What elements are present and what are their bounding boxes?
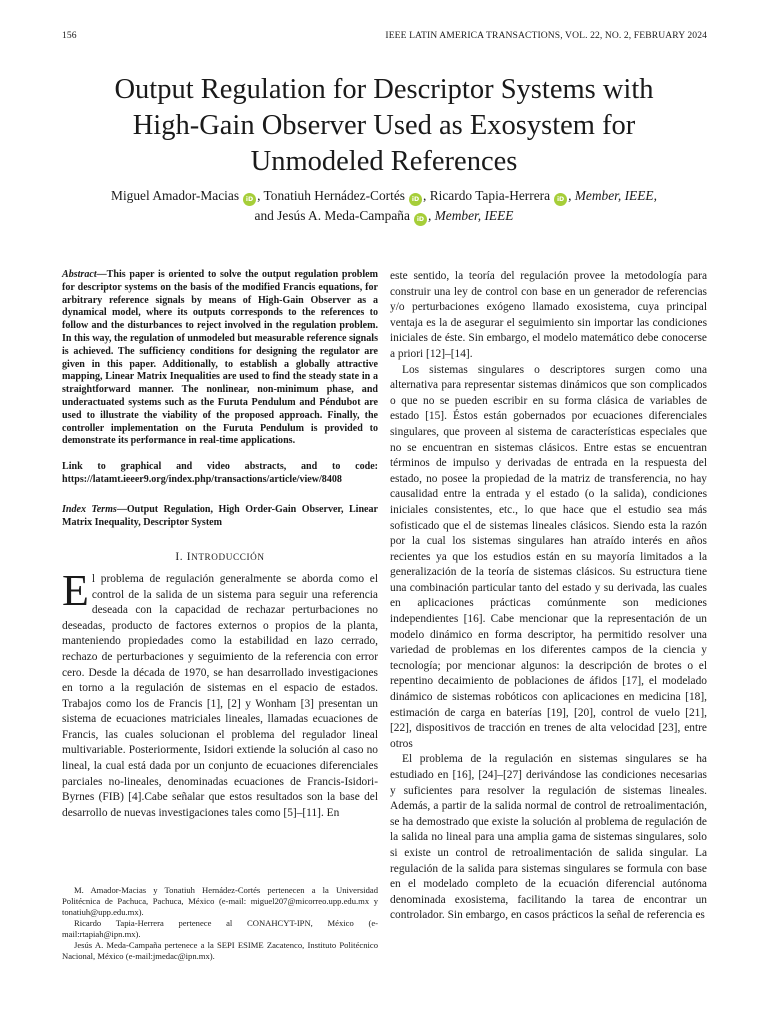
author-name: , Tonatiuh Hernádez-Cortés xyxy=(257,188,405,203)
author-name: , Ricardo Tapia-Herrera xyxy=(423,188,551,203)
section-heading xyxy=(62,550,378,566)
footnote: M. Amador-Macias y Tonatiuh Hernádez-Cortés pertenecen a la Universidad Politécnica de Pachuca, Pachuca, México (e-mail: miguel207@micorreo.upp.edu.mx y tonatiuh@upp.edu.mx). xyxy=(62,885,378,917)
author-name: and Jesús A. Meda-Campaña xyxy=(254,208,410,223)
body-paragraph: Los sistemas singulares o descriptores surgen como una alternativa para representar sistemas dinámicos que son complicados o que no se pueden escribir en su forma clásica de variables de estado [15]. Éstos están gobernados por ecuaciones diferenciales singulares, que proveen al sistema de características especiales que no se encuentran en sistemas clásicos. Entre estas se encuentran términos de impulso y derivadas de entrada en la respuesta del estado, no posee la propiedad de la matriz de transferencia, no hay causalidad entre la entrada y el estado (o la salida), condiciones iniciales consistentes, etc., lo que hace que el estudio sea más sofisticado que el de sistemas lineales clásicos. Siendo esta la razón por la cual los sistemas singulares han atraído interés en años recientes ya que los estudios están en su mayoría limitados a la generalización de la teoría de sistemas clásicos. Su estructura tiene una combinación particular tanto del estado y su derivada, las cuales en aplicaciones prácticas comúnmente son mediciones independientes [16]. Cabe mencionar que la representación de un modelo dinámico en forma descriptor, ha permitido resolver una variedad de problemas en los diferentes campos de la ciencia y tecnología; por mencionar algunos: la descripción de brotes o el repentino decaimiento de poblaciones de áfidos [17], el modelado dinámico de sistemas robóticos con aplicaciones en medicina [18], estimación de carga en baterías [19], [20], control de vuelo [21], [22], dispositivos de tracción en trenes de alta velocidad [23], entre otros xyxy=(390,363,707,750)
orcid-icon[interactable]: iD xyxy=(554,193,567,206)
page-number: 156 xyxy=(62,30,77,41)
author-line-1 xyxy=(40,186,728,206)
section-initial: I xyxy=(186,551,192,564)
intro-text: l problema de regulación generalmente se aborda como el control de la salida de un sistema para seguir una referencia deseada con la capacidad de rechazar perturbaciones no deseadas, producto de factores externos o propios de la planta, manteniendo propiedades como la estabilidad en lazo cerrado, rechazo de perturbaciones y seguimiento de la referencia con error cero. Desde la década de 1970, se han desarrollado investigaciones en torno a la regulación de sistemas en el espacio de estados. Trabajos como los de Francis [1], [2] y Wonham [3] presentan un sistema de ecuaciones matriciales lineales, llamadas ecuaciones de Francis, las cuales solucionan el problema del regulador lineal multivariable. Posteriormente, Isidori extiende la solución al caso no lineal, la cual está dada por un conjunto de ecuaciones diferenciales parciales no-lineales, denominadas ecuaciones de Francis-Isidori-Byrnes (FIB) [4].Cabe señalar que estos resultados son la base del desarrollo de nuevas investigaciones tales como [5]–[11]. En xyxy=(62,572,378,819)
title-line-2: High-Gain Observer Used as Exosystem for xyxy=(132,110,636,141)
orcid-icon[interactable]: iD xyxy=(243,193,256,206)
index-terms xyxy=(62,504,378,530)
footnote: Ricardo Tapia-Herrera pertenece al CONAHCYT-IPN, México (e-mail:rtapiah@ipn.mx). xyxy=(62,918,378,939)
author-membership: , Member, IEEE, xyxy=(568,188,657,203)
affiliation-footnotes xyxy=(62,885,378,962)
orcid-icon[interactable]: iD xyxy=(409,193,422,206)
body-paragraph: El problema de la regulación en sistemas singulares se ha estudiado en [16], [24]–[27] derivándose las condiciones necesarias y suficientes para resolver la regulación de sistemas lineales. Además, a partir de la salida normal de control de retroalimentación, se ha demostrado que existe la solución al problema de regulación de la salida no lineal para una amplia gama de sistemas singulares, solo si existe un control de retroalimentación de salida singular. La regulación de la salida para sistemas singulares se formula con base en el modelado completo de la ecuación diferencial autónoma denominada exosistema, facilitando la tarea de encontrar un controlador. Sin embargo, en casos prácticos la señal de referencia es xyxy=(390,753,707,922)
title-line-1: Output Regulation for Descriptor Systems with xyxy=(114,74,654,105)
right-column xyxy=(390,269,707,924)
section-number: I. xyxy=(175,551,187,564)
author-membership: , Member, IEEE xyxy=(427,208,514,223)
author-name: Miguel Amador-Macias xyxy=(111,188,240,203)
body-paragraph: este sentido, la teoría del regulación provee la metodología para construir una ley de control con base en un generador de referencias y/o perturbaciones exógeno llamado exosistema, cuya principal ventaja es la de asegurar el seguimiento sin importar las condiciones iniciales de éste. Sin embargo, el modelo matemático debe conocerse a priori [12]–[14]. xyxy=(390,270,707,360)
index-terms-label: Index Terms xyxy=(62,503,117,515)
intro-paragraph xyxy=(62,565,378,822)
left-column xyxy=(62,269,378,821)
section-title: NTRODUCCIÓN xyxy=(191,552,265,563)
graphical-abstract-link[interactable]: Link to graphical and video abstracts, and to code: https://latamt.ieeer9.org/index.php/transactions/article/view/8408 xyxy=(62,461,378,485)
author-list xyxy=(40,186,728,226)
abstract-text: —This paper is oriented to solve the output regulation problem for descriptor systems on the basis of the modified Francis equations, for arbitrary reference signals by means of High-Gain Observer as a dynamical model, where its outputs corresponds to the references to follow and the disturbances to reject involved in the regulation problem. In this way, the regulation of unmodeled but measurable reference signals is achieved. The sufficiency conditions for designing the regulator are given in this paper. Additionally, to establish a globally attractive mapping, Linear Matrix Inequalities are used to find the steady state in a straightforward manner. The nonlinear, non-minimum phase, and underactuated systems such as the Furuta Pendulum and Péndubot are used to illustrate the viability of the proposed approach. Finally, the controller implementation on the Furuta Pendulum is provided to demonstrate its performance in real-time applications. xyxy=(62,269,378,447)
index-terms-text: —Output Regulation, High Order-Gain Observer, Linear Matrix Inequality, Descriptor System xyxy=(62,503,378,528)
paper-title xyxy=(40,72,728,180)
drop-cap: E xyxy=(62,565,89,615)
author-line-2 xyxy=(40,206,728,226)
running-header xyxy=(62,30,707,44)
orcid-icon[interactable]: iD xyxy=(414,213,427,226)
abstract xyxy=(62,269,378,448)
footnote: Jesús A. Meda-Campaña pertenece a la SEPI ESIME Zacatenco, Instituto Politécnico Nacional, México (e-mail:jmedac@ipn.mx). xyxy=(62,940,378,961)
abstract-label: Abstract xyxy=(62,269,97,280)
journal-header: IEEE LATIN AMERICA TRANSACTIONS, VOL. 22, NO. 2, FEBRUARY 2024 xyxy=(385,30,707,41)
title-line-3: Unmodeled References xyxy=(250,146,518,177)
